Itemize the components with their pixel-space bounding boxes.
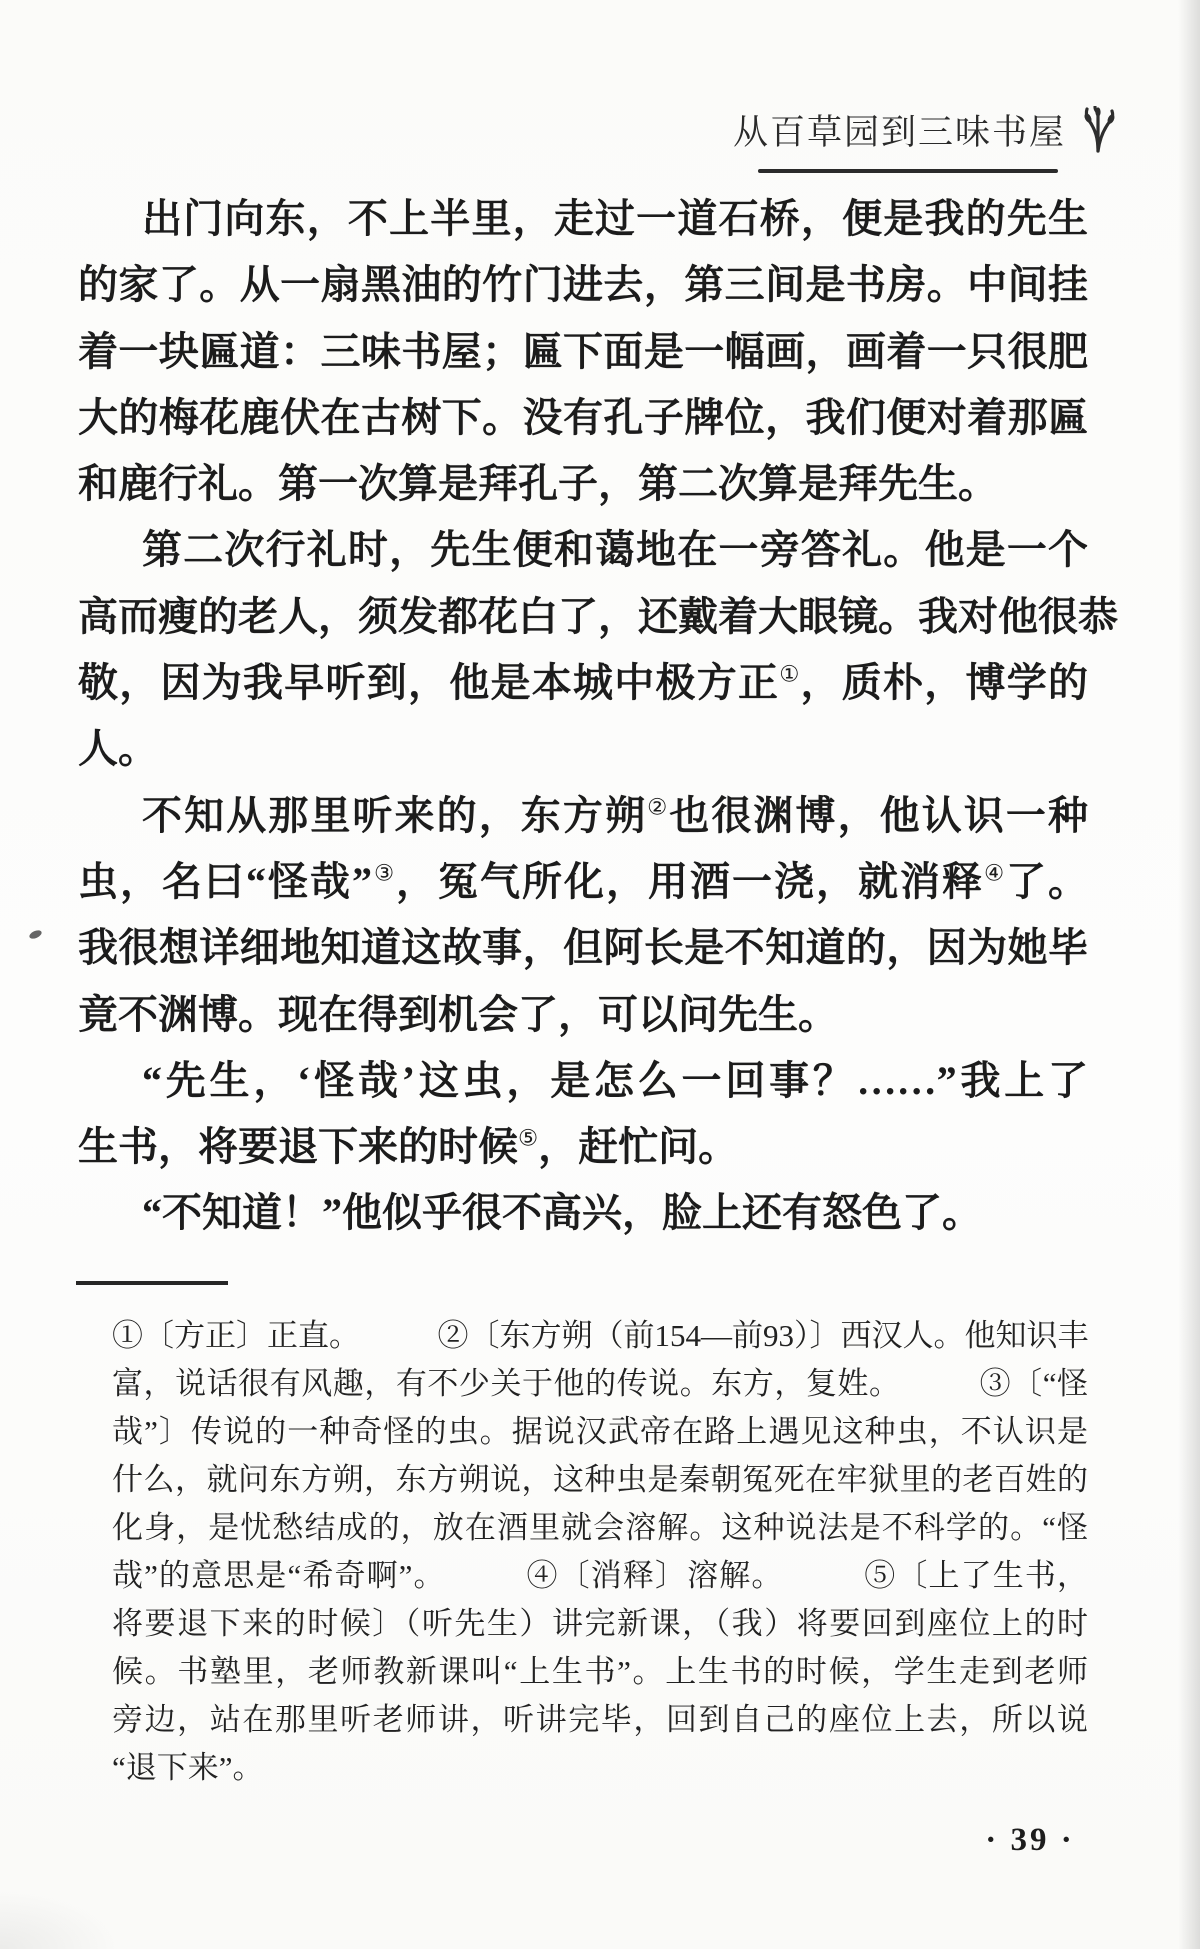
body-line: 竟不渊博。现在得到机会了，可以问先生。 <box>78 991 838 1037</box>
footnote-separator <box>76 1281 228 1285</box>
body-line: 我很想详细地知道这故事，但阿长是不知道的，因为她毕 <box>78 925 1088 971</box>
body-line: “先生，‘怪哉’这虫，是怎么一回事？……”我上了 <box>142 1057 1088 1103</box>
footnote-line: 将要退下来的时候〕（听先生）讲完新课，（我）将要回到座位上的时 <box>112 1606 1088 1641</box>
body-line: 大的梅花鹿伏在古树下。没有孔子牌位，我们便对着那匾 <box>78 394 1088 440</box>
body-line: 和鹿行礼。第一次算是拜孔子，第二次算是拜先生。 <box>78 461 998 507</box>
footnote-line: 旁边，站在那里听老师讲，听讲完毕，回到自己的座位上去，所以说 <box>112 1702 1088 1737</box>
footnote-line: 哉”的意思是“希奇啊”。 ④〔消释〕溶解。 ⑤〔上了生书， <box>112 1558 1088 1593</box>
page-corner-shadow <box>0 1889 120 1949</box>
body-line: 高而瘦的老人，须发都花白了，还戴着大眼镜。我对他很恭 <box>78 593 1118 639</box>
body-line: 敬，因为我早听到，他是本城中极方正①，质朴，博学的 <box>78 660 1089 706</box>
footnote-line: 富，说话很有风趣，有不少关于他的传说。东方，复姓。 ③〔“怪 <box>112 1366 1088 1401</box>
body-line: 着一块匾道：三味书屋；匾下面是一幅画，画着一只很肥 <box>78 328 1088 374</box>
footnotes <box>112 1312 1088 1792</box>
footnote-line: 哉”〕传说的一种奇怪的虫。据说汉武帝在路上遇见这种虫，不认识是 <box>112 1414 1088 1449</box>
page-number: · 39 · <box>985 1822 1075 1858</box>
body-line: 不知从那里听来的，东方朔②也很渊博，他认识一种 <box>142 792 1089 838</box>
body-line: 生书，将要退下来的时候⑤，赶忙问。 <box>78 1124 739 1170</box>
footnote-line: ①〔方正〕正直。 ②〔东方朔（前154—前93）〕西汉人。他知识丰 <box>112 1318 1089 1353</box>
ink-speck <box>28 929 43 941</box>
footnote-line: 化身，是忧愁结成的，放在酒里就会溶解。这种说法是不科学的。“怪 <box>112 1510 1088 1545</box>
body-line: 出门向东，不上半里，走过一道石桥，便是我的先生 <box>142 196 1088 241</box>
chapter-title: 从百草园到三味书屋 <box>732 113 1066 152</box>
footnote-line: “退下来”。 <box>112 1750 264 1785</box>
body-line: 虫，名曰“怪哉”③，冤气所化，用酒一浇，就消释④了。 <box>78 858 1089 904</box>
body-line: 的家了。从一扇黑油的竹门进去，第三间是书房。中间挂 <box>78 262 1088 308</box>
running-head <box>732 102 1120 158</box>
main-text <box>78 186 1118 1247</box>
body-line: 人。 <box>78 726 158 772</box>
plant-icon <box>1076 106 1120 154</box>
body-line: 第二次行礼时，先生便和蔼地在一旁答礼。他是一个 <box>142 527 1088 573</box>
page-edge-shadow <box>1178 0 1200 1949</box>
footnote-line: 什么，就问东方朔，东方朔说，这种虫是秦朝冤死在牢狱里的老百姓的 <box>112 1462 1088 1497</box>
header-underline <box>758 169 1058 173</box>
body-line: “不知道！”他似乎很不高兴，脸上还有怒色了。 <box>142 1190 982 1236</box>
footnote-line: 候。书塾里，老师教新课叫“上生书”。上生书的时候，学生走到老师 <box>112 1654 1088 1689</box>
